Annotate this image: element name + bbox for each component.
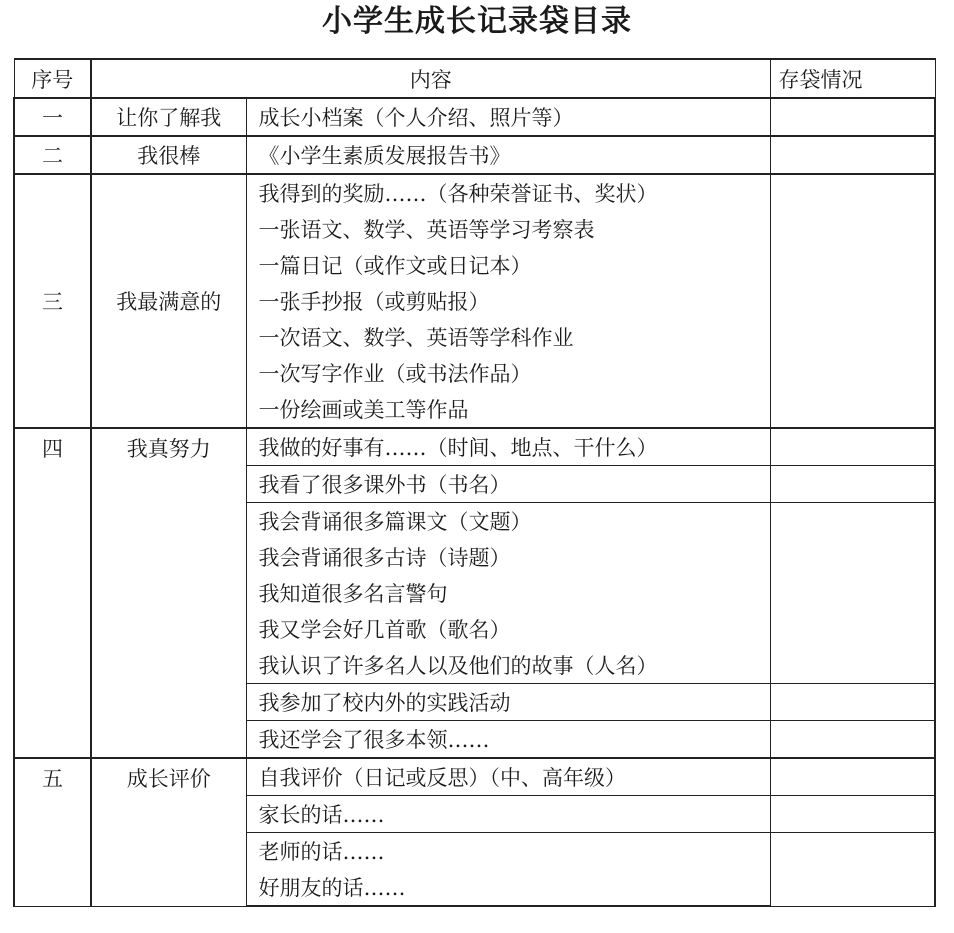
item-text: 我会背诵很多古诗（诗题） [246,539,770,575]
item-text: 我得到的奖励……（各种荣誉证书、奖状） [246,174,770,211]
item-text: 一张手抄报（或剪贴报） [246,283,770,319]
item-text: 我参加了校内外的实践活动 [246,684,770,721]
section-seq: 五 [14,758,91,906]
item-text: 我做的好事有……（时间、地点、干什么） [246,428,770,466]
item-text: 我认识了许多名人以及他们的故事（人名） [246,647,770,684]
section-seq: 二 [14,136,91,174]
item-text: 一份绘画或美工等作品 [246,391,770,428]
item-text: 一次语文、数学、英语等学科作业 [246,319,770,355]
item-text: 一篇日记（或作文或日记本） [246,247,770,283]
table-row [14,98,935,136]
item-text: 一次写字作业（或书法作品） [246,355,770,391]
status-cell [770,503,935,684]
item-text: 我又学会好几首歌（歌名） [246,611,770,647]
status-cell [770,796,935,833]
section-seq: 三 [14,174,91,428]
item-text: 我知道很多名言警句 [246,575,770,611]
item-text: 老师的话…… [246,833,770,870]
section-seq: 一 [14,98,91,136]
status-cell [770,758,935,796]
item-text: 自我评价（日记或反思）（中、高年级） [246,758,770,796]
status-cell [770,721,935,759]
table-row [14,136,935,174]
status-cell [770,466,935,503]
item-text: 我还学会了很多本领…… [246,721,770,759]
section-category: 我很棒 [91,136,246,174]
status-cell [770,684,935,721]
header-row [14,59,935,98]
item-text: 一张语文、数学、英语等学习考察表 [246,211,770,247]
status-cell [770,174,935,428]
item-text: 我会背诵很多篇课文（文题） [246,503,770,540]
catalog-table [13,58,936,907]
item-text: 成长小档案（个人介绍、照片等） [246,98,770,136]
header-content: 内容 [91,59,770,98]
item-text: 《小学生素质发展报告书》 [246,136,770,174]
item-text: 我看了很多课外书（书名） [246,466,770,503]
section-category: 成长评价 [91,758,246,906]
status-cell [770,136,935,174]
table-row [14,758,935,796]
section-category: 让你了解我 [91,98,246,136]
header-seq: 序号 [14,59,91,98]
item-text: 好朋友的话…… [246,869,770,906]
table-row [14,428,935,466]
table-row [14,174,935,211]
section-category: 我真努力 [91,428,246,758]
status-cell [770,833,935,907]
section-category: 我最满意的 [91,174,246,428]
status-cell [770,428,935,466]
item-text: 家长的话…… [246,796,770,833]
section-seq: 四 [14,428,91,758]
header-status: 存袋情况 [770,59,935,98]
status-cell [770,98,935,136]
page-title: 小学生成长记录袋目录 [322,4,632,39]
